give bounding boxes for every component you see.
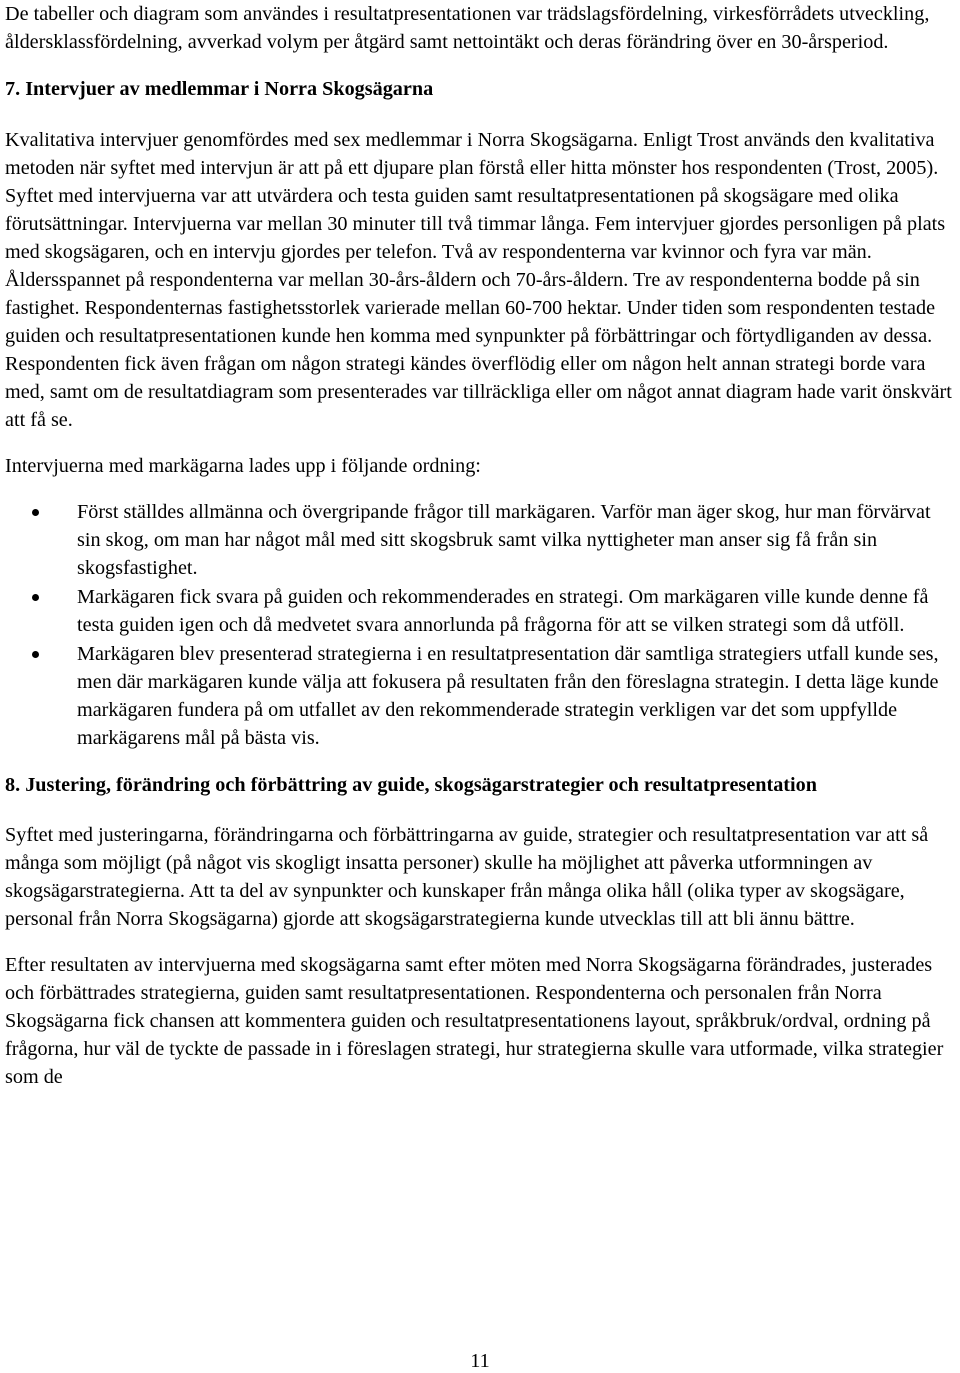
interview-order-list [5, 498, 957, 752]
list-item [5, 498, 957, 582]
page-number: 11 [470, 1350, 490, 1372]
bullet-icon [32, 509, 39, 516]
section-7-paragraph: Kvalitativa intervjuer genomfördes med sex medlemmar i Norra Skogsägarna. Enligt Trost används den kvalitativa metoden när syftet med intervjun är att på ett djupare plan förstå eller hitta mönster hos respondenten (Trost, 2005). Syftet med intervjuerna var att utvärdera och testa guiden samt resultatpresentationen på skogsägare med olika förutsättningar. Intervjuerna var mellan 30 minuter till två timmar långa. Fem intervjuer gjordes personligen på plats med skogsägaren, och en intervju gjordes per telefon. Två av respondenterna var kvinnor och fyra var män. Åldersspannet på respondenterna var mellan 30-års-åldern och 70-års-åldern. Tre av respondenterna bodde på sin fastighet. Respondenternas fastighetsstorlek varierade mellan 60-700 hektar. Under tiden som respondenten testade guiden och resultatpresentationen kunde hen komma med synpunkter på förbättringar och förtydliganden av dessa. Respondenten fick även frågan om någon strategi kändes överflödig eller om någon helt annan strategi borde vara med, samt om de resultatdiagram som presenterades var tillräckliga eller om något annat diagram hade varit önskvärt att få se. [5, 129, 952, 431]
section-8-heading: 8. Justering, förändring och förbättring av guide, skogsägarstrategier och resultatpresentation [5, 774, 817, 796]
interview-order-intro: Intervjuerna med markägarna lades upp i följande ordning: [5, 455, 481, 477]
list-item-text: Markägaren fick svara på guiden och rekommenderades en strategi. Om markägaren ville kunde denne få testa guiden igen och då medvetet svara annorlunda på frågorna för att se vilken strategi som då utföll. [77, 586, 929, 636]
list-item-text: Först ställdes allmänna och övergripande frågor till markägaren. Varför man äger skog, hur man förvärvat sin skog, om man har något mål med sitt skogsbruk samt vilka nyttigheter man anser sig få från sin skogsfastighet. [77, 501, 931, 579]
intro-paragraph: De tabeller och diagram som användes i resultatpresentationen var trädslagsfördelning, virkesförrådets utveckling, åldersklassfördelning, avverkad volym per åtgärd samt nettointäkt och deras förändring över en 30-årsperiod. [5, 3, 930, 53]
section-8-paragraph-1: Syftet med justeringarna, förändringarna och förbättringarna av guide, strategier och resultatpresentation var att så många som möjligt (på något vis skogligt insatta personer) skulle ha möjlighet att påverka utformningen av skogsägarstrategierna. Att ta del av synpunkter och kunskaper från många olika håll (olika typer av skogsägare, personal från Norra Skogsägarna) gjorde att skogsägarstrategierna kunde utvecklas till att bli ännu bättre. [5, 824, 929, 930]
bullet-icon [32, 594, 39, 601]
section-8-paragraph-2: Efter resultaten av intervjuerna med skogsägarna samt efter möten med Norra Skogsägarna förändrades, justerades och förbättrades strategierna, guiden samt resultatpresentationen. Respondenterna och personalen från Norra Skogsägarna fick chansen att kommentera guiden och resultatpresentationens layout, språkbruk/ordval, ordning på frågorna, hur väl de tyckte de passade in i föreslagen strategi, hur strategierna skulle vara utformade, vilka strategier som de [5, 954, 944, 1088]
list-item-text: Markägaren blev presenterad strategierna i en resultatpresentation där samtliga strategiers utfall kunde ses, men där markägaren kunde välja att fokusera på resultaten från den föreslagna strategin. I detta läge kunde markägaren fundera på om utfallet av den rekommenderade strategin verkligen var det som uppfyllde markägarens mål på bästa vis. [77, 643, 939, 749]
list-item [5, 640, 957, 752]
list-item [5, 583, 957, 639]
bullet-icon [32, 651, 39, 658]
document-page [5, 0, 957, 1091]
section-7-heading: 7. Intervjuer av medlemmar i Norra Skogsägarna [5, 78, 434, 100]
